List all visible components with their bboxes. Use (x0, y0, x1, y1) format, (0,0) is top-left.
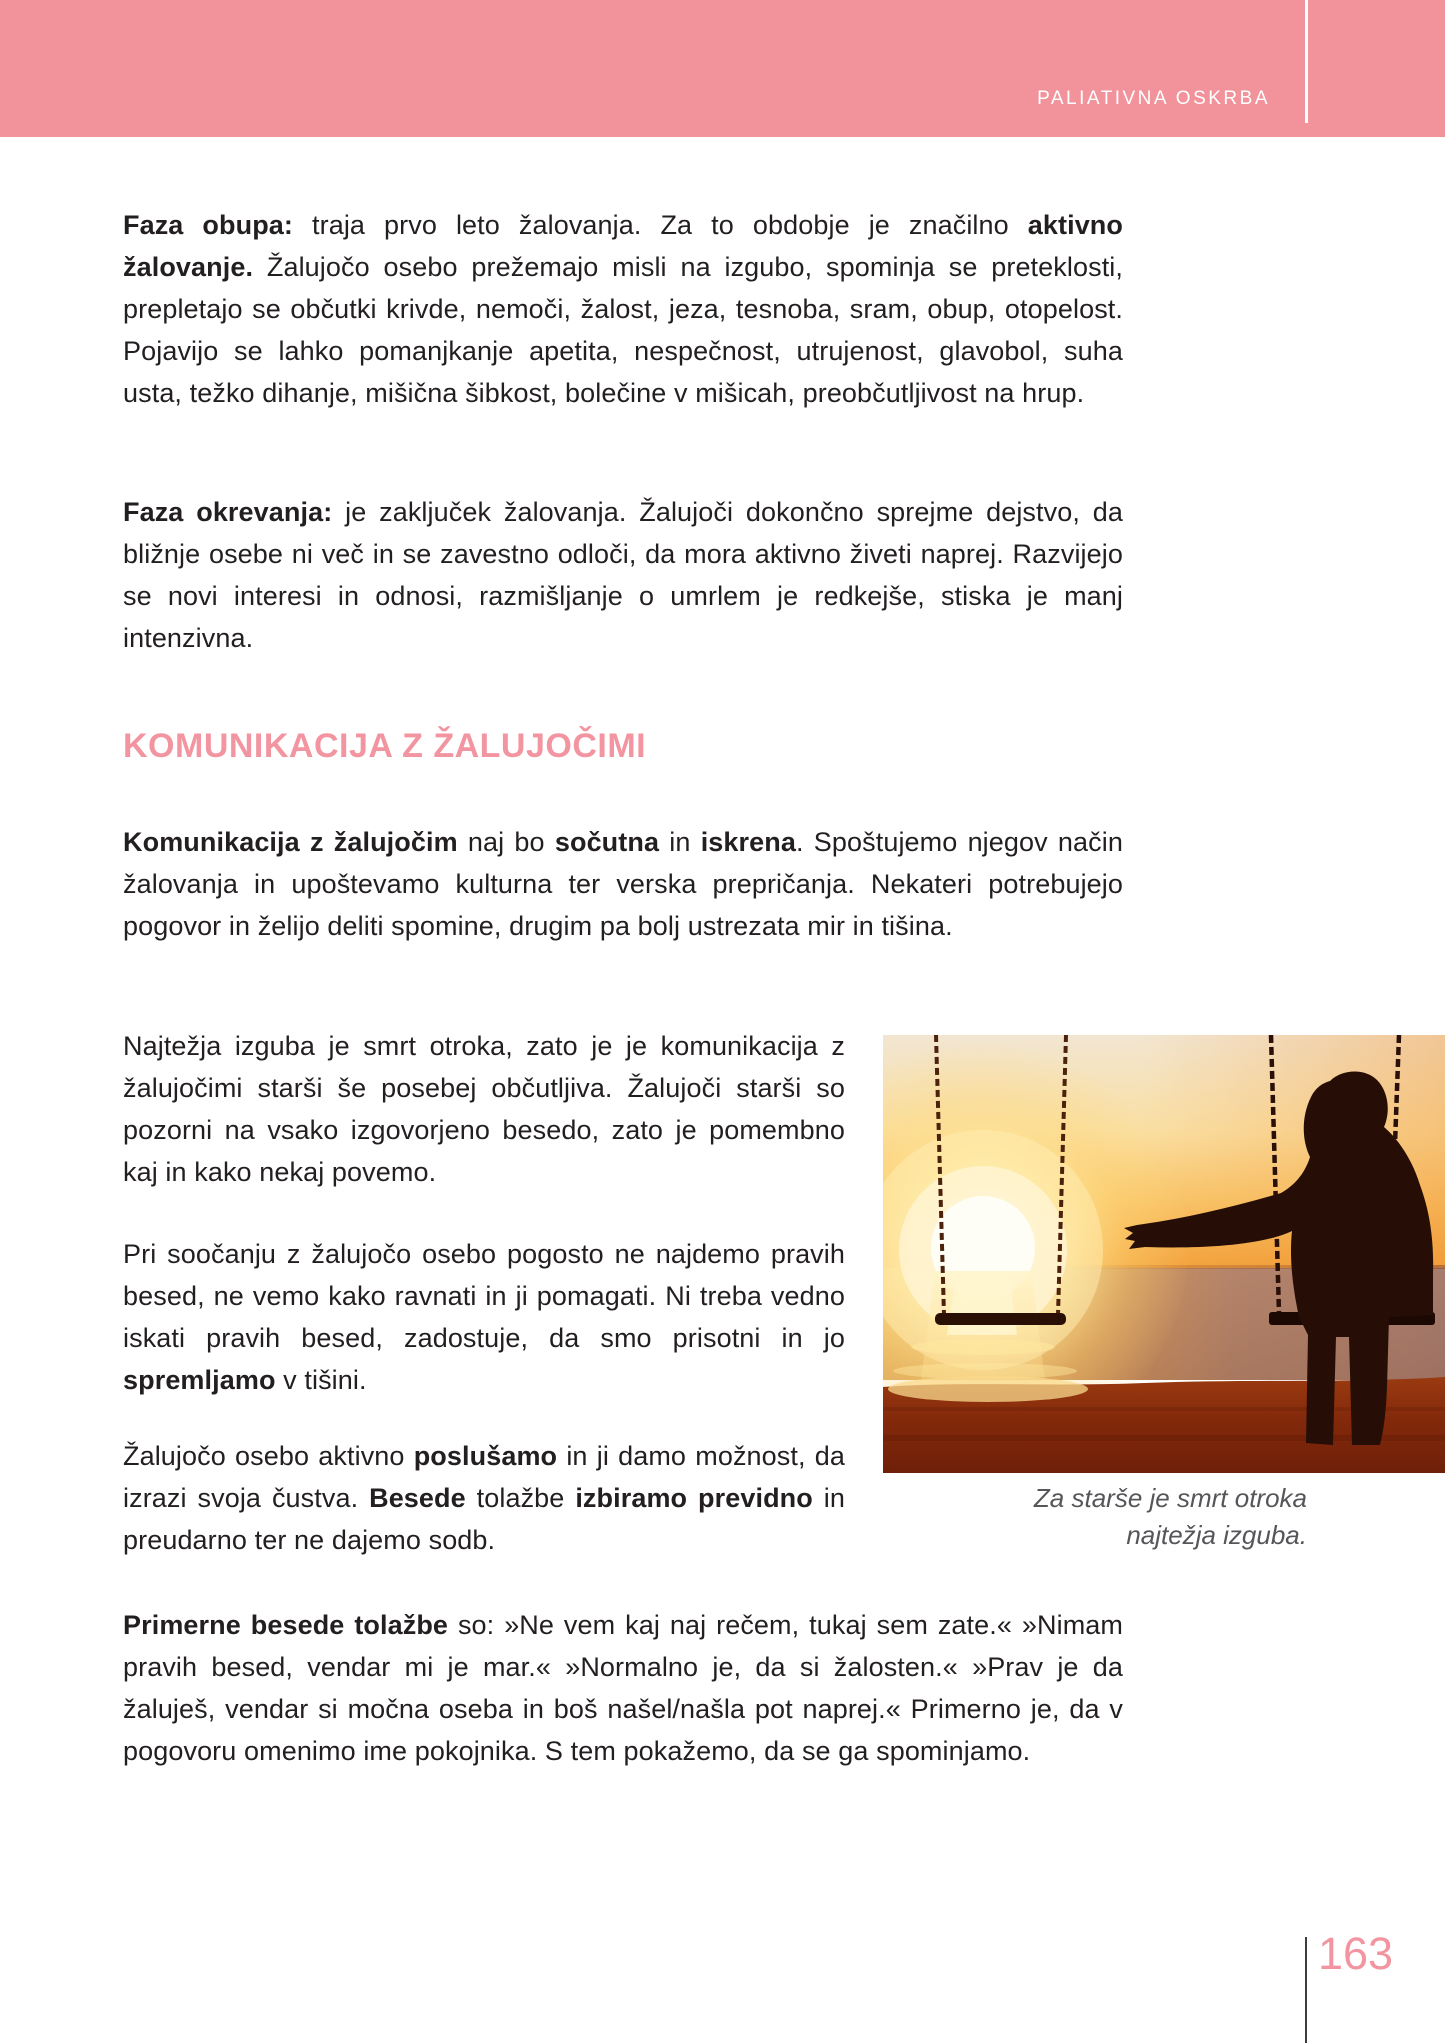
bold-run: sočutna (554, 827, 660, 857)
paragraph-primerne-besede (123, 1604, 1123, 1772)
bold-run: poslušamo (413, 1441, 558, 1471)
bold-run: Faza obupa: (123, 210, 294, 240)
text-run: Najtežja izguba je smrt otroka, zato je je komunikacija z žalujočimi starši še posebej občutljiva. Žalujoči starši so pozorni na vsako izgovorjeno besedo, zato je pomembno kaj in kako nekaj povemo. (123, 1031, 845, 1187)
text-run: so: »Ne vem kaj naj rečem, tukaj sem zate.« »Nimam pravih besed, vendar mi je mar.« »Normalno je, da si žalosten.« »Prav je da žaluješ, vendar si močna oseba in boš našel/našla pot naprej.« Primerno je, da v pogovoru omenimo ime pokojnika. S tem pokažemo, da se ga spominjamo. (123, 1610, 1123, 1766)
text-run: in ji damo možnost, da izrazi svoja čustva. (123, 1441, 845, 1513)
bold-run: Primerne besede tolažbe (123, 1610, 449, 1640)
text-run: Žalujočo osebo prežemajo misli na izgubo, spominja se preteklosti, prepletajo se občutki krivde, nemoči, žalost, jeza, tesnoba, sram, obup, otopelost. Pojavijo se lahko pomanjkanje apetita, nespečnost, utrujenost, glavobol, suha usta, težko dihanje, mišična šibkost, bolečine v mišicah, preobčutljivost na hrup. (123, 252, 1123, 408)
text-run: naj bo (457, 827, 555, 857)
bold-run: Faza okrevanja: (123, 497, 333, 527)
bold-run: aktivno žalovanje. (123, 210, 1123, 282)
paragraph-faza-okrevanja (123, 491, 1123, 659)
sunset-swing-photo (883, 1035, 1445, 1473)
wet-sand-reflection (888, 1376, 1088, 1402)
text-run: in (659, 827, 701, 857)
text-run: v tišini. (275, 1365, 367, 1395)
running-header-title: PALIATIVNA OSKRBA (1037, 88, 1270, 109)
paragraph-najtezja-izguba (123, 1025, 845, 1193)
paragraph-faza-obupa (123, 204, 1123, 414)
page-number-rule (1305, 1937, 1307, 2043)
bold-run: izbiramo previdno (575, 1483, 813, 1513)
page-header-bar (0, 0, 1445, 137)
photo-caption (883, 1480, 1307, 1554)
photo-caption-line: najtežja izguba. (1126, 1520, 1307, 1550)
text-run: je zaključek žalovanja. Žalujoči dokončno sprejme dejstvo, da bližnje osebe ni več in se zavestno odloči, da mora aktivno živeti naprej. Razvijejo se novi interesi in odnosi, razmišljanje o umrlem je redkejše, stiska je manj intenzivna. (123, 497, 1123, 653)
bold-run: iskrena (700, 827, 796, 857)
text-run: traja prvo leto žalovanja. Za to obdobje je značilno (293, 210, 1028, 240)
paragraph-poslusamo (123, 1435, 845, 1561)
text-run: Žalujočo osebo aktivno (123, 1441, 414, 1471)
text-run: . Spoštujemo njegov način žalovanja in upoštevamo kulturna ter verska prepričanja. Nekateri potrebujejo pogovor in želijo deliti spomine, drugim pa bolj ustrezata mir in tišina. (123, 827, 1123, 941)
section-heading: KOMUNIKACIJA Z ŽALUJOČIMI (123, 727, 647, 765)
paragraph-pri-soocanju (123, 1233, 845, 1401)
bold-run: Besede (369, 1483, 466, 1513)
photo-caption-line: Za starše je smrt otroka (1033, 1483, 1307, 1513)
header-rule (1305, 0, 1308, 123)
text-run: tolažbe (465, 1483, 576, 1513)
text-run: Pri soočanju z žalujočo osebo pogosto ne najdemo pravih besed, ne vemo kako ravnati in ji pomagati. Ni treba vedno iskati pravih besed, zadostuje, da smo prisotni in jo (123, 1239, 845, 1353)
page-number: 163 (1318, 1928, 1394, 1979)
bold-run: spremljamo (123, 1365, 276, 1395)
paragraph-komunikacija (123, 821, 1123, 947)
bold-run: Komunikacija z žalujočim (123, 827, 458, 857)
text-run: in preudarno ter ne dajemo sodb. (123, 1483, 845, 1555)
